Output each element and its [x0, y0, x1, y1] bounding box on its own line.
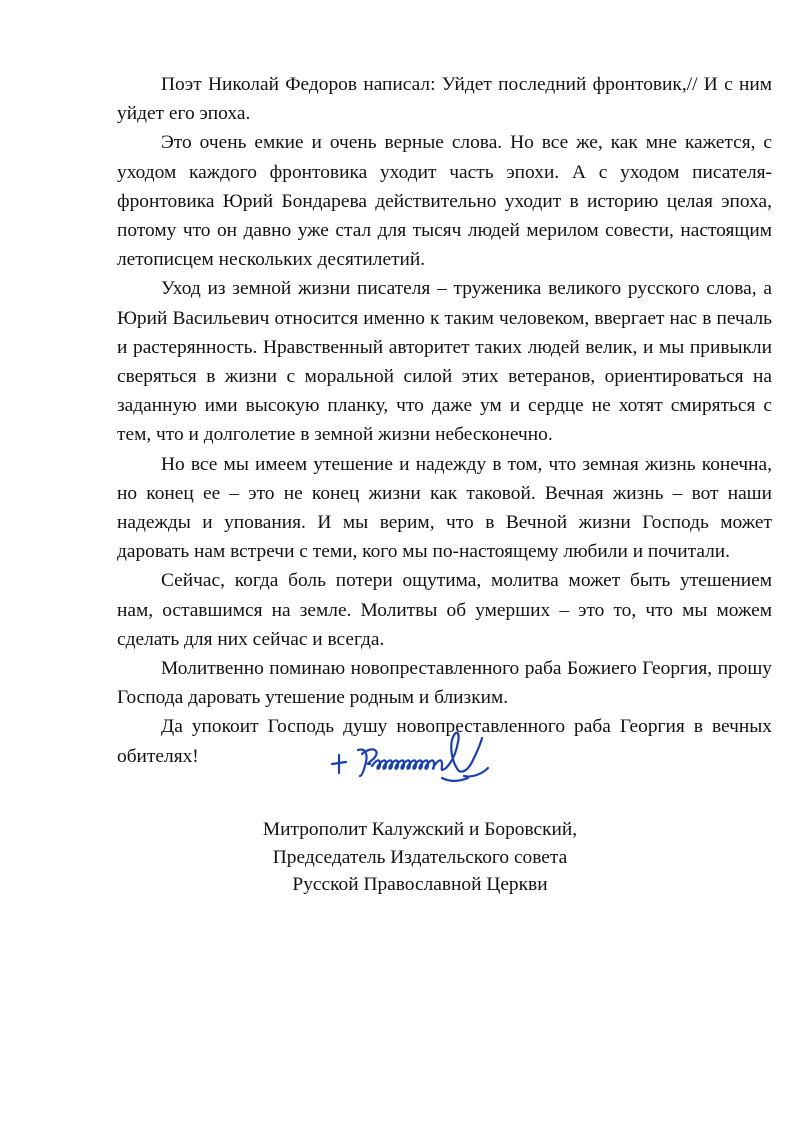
handwritten-signature — [322, 718, 532, 798]
signer-line-3: Русской Православной Церкви — [292, 874, 548, 896]
letter-body — [117, 70, 772, 771]
signer-line-1: Митрополит Калужский и Боровский, — [262, 819, 578, 840]
signer-title-block — [230, 816, 610, 899]
signature-icon — [322, 718, 532, 798]
paragraph-4: Но все мы имеем утешение и надежду в том, что земная жизнь конечна, но конец ее – это не конец жизни как таковой. Вечная жизнь – вот наши надежды и упования. И мы верим, что в Вечной жизни Господь может даровать нам встречи с теми, кого мы по-настоящему любили и почитали. — [117, 453, 772, 563]
paragraph-6: Молитвенно поминаю новопреставленного раба Божиего Георгия, прошу Господа даровать утешение родным и близким. — [117, 658, 772, 709]
paragraph-2: Это очень емкие и очень верные слова. Но все же, как мне кажется, с уходом каждого фронтовика уходит часть эпохи. А с уходом писателя-фронтовика Юрий Бондарева действительно уходит в историю целая эпоха, потому что он давно уже стал для тысяч людей мерилом совести, настоящим летописцем нескольких десятилетий. — [117, 132, 772, 271]
paragraph-7: Да упокоит Господь душу новопреставленного раба Георгия в вечных обителях! — [117, 716, 772, 767]
signer-line-2: Председатель Издательского совета — [272, 846, 568, 868]
paragraph-5: Сейчас, когда боль потери ощутима, молитва может быть утешением нам, оставшимся на земле. Молитвы об умерших – это то, что мы можем сделать для них сейчас и всегда. — [117, 570, 772, 650]
paragraph-3: Уход из земной жизни писателя – труженика великого русского слова, а Юрий Васильевич относится именно к таким человеком, ввергает нас в печаль и растерянность. Нравственный авторитет таких людей велик, и мы привыкли сверяться в жизни с моральной силой этих ветеранов, ориентироваться на заданную ими высокую планку, что даже ум и сердце не хотят смиряться с тем, что и долголетие в земной жизни небесконечно. — [117, 278, 772, 446]
paragraph-1: Поэт Николай Федоров написал: Уйдет последний фронтовик,// И с ним уйдет его эпоха. — [117, 74, 772, 125]
